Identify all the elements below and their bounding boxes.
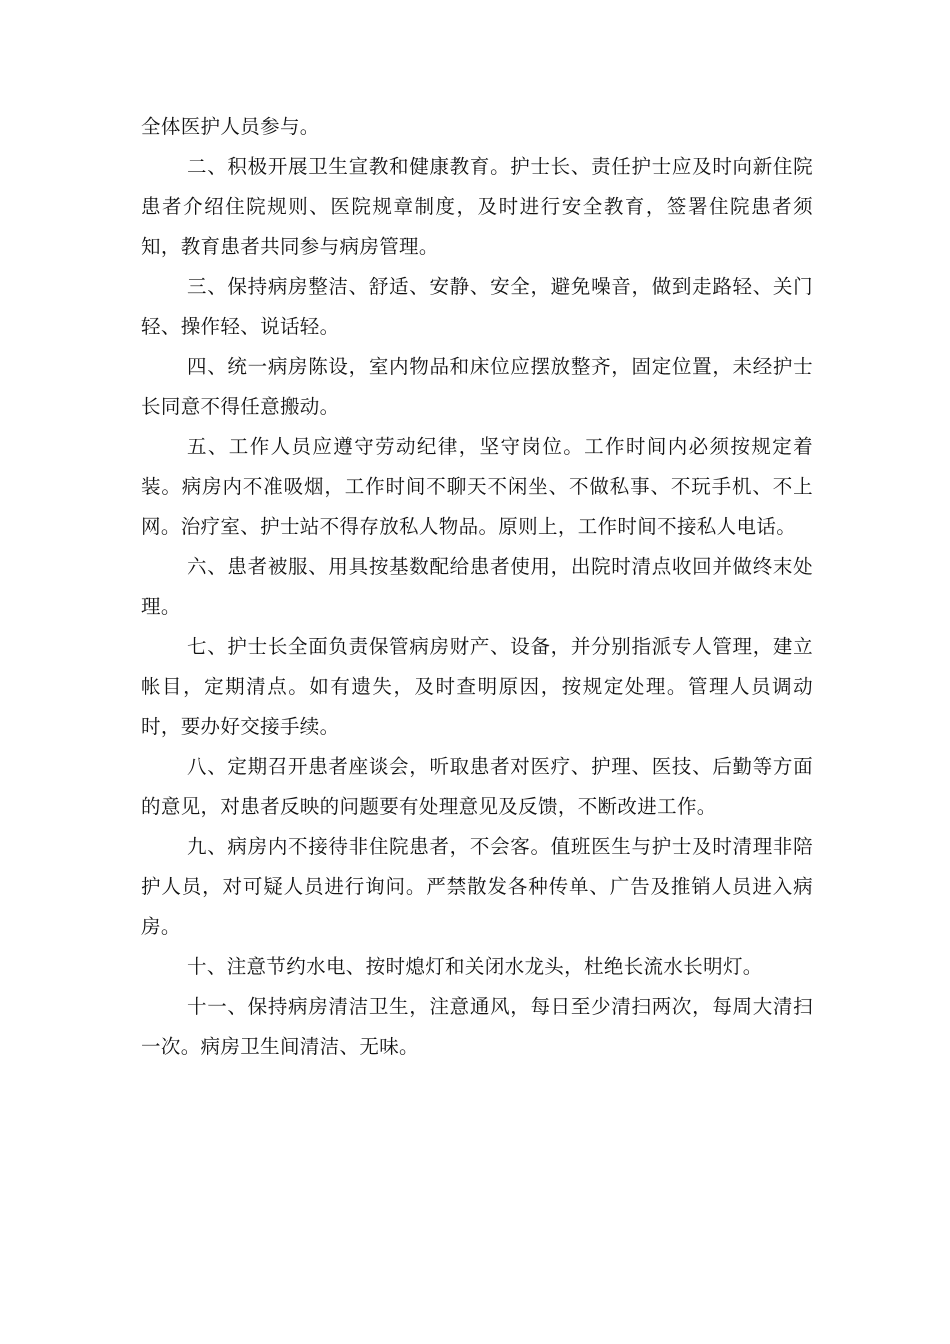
paragraph-item-2: 二、积极开展卫生宣教和健康教育。护士长、责任护士应及时向新住院患者介绍住院规则、医院规章制度，及时进行安全教育，签署住院患者须知，教育患者共同参与病房管理。 (141, 155, 813, 258)
paragraph-item-6: 六、患者被服、用具按基数配给患者使用，出院时清点收回并做终末处理。 (141, 555, 813, 618)
paragraph-item-8: 八、定期召开患者座谈会，听取患者对医疗、护理、医技、后勤等方面的意见，对患者反映的问题要有处理意见及反馈，不断改进工作。 (141, 755, 813, 818)
paragraph-item-11: 十一、保持病房清洁卫生，注意通风，每日至少清扫两次，每周大清扫一次。病房卫生间清洁、无味。 (141, 995, 813, 1058)
paragraph-item-9: 九、病房内不接待非住院患者，不会客。值班医生与护士及时清理非陪护人员，对可疑人员进行询问。严禁散发各种传单、广告及推销人员进入病房。 (141, 835, 813, 938)
paragraph-item-3: 三、保持病房整洁、舒适、安静、安全，避免噪音，做到走路轻、关门轻、操作轻、说话轻。 (141, 275, 813, 338)
document-body (141, 107, 813, 1067)
paragraph-item-4: 四、统一病房陈设，室内物品和床位应摆放整齐，固定位置，未经护士长同意不得任意搬动。 (141, 355, 813, 418)
paragraph-item-7: 七、护士长全面负责保管病房财产、设备，并分别指派专人管理，建立帐目，定期清点。如有遗失，及时查明原因，按规定处理。管理人员调动时，要办好交接手续。 (141, 635, 813, 738)
paragraph-item-5: 五、工作人员应遵守劳动纪律，坚守岗位。工作时间内必须按规定着装。病房内不准吸烟，工作时间不聊天不闲坐、不做私事、不玩手机、不上网。治疗室、护士站不得存放私人物品。原则上，工作时间不接私人电话。 (141, 435, 813, 538)
paragraph-item-10: 十、注意节约水电、按时熄灯和关闭水龙头，杜绝长流水长明灯。 (187, 955, 763, 978)
paragraph-continuation: 全体医护人员参与。 (141, 115, 320, 138)
